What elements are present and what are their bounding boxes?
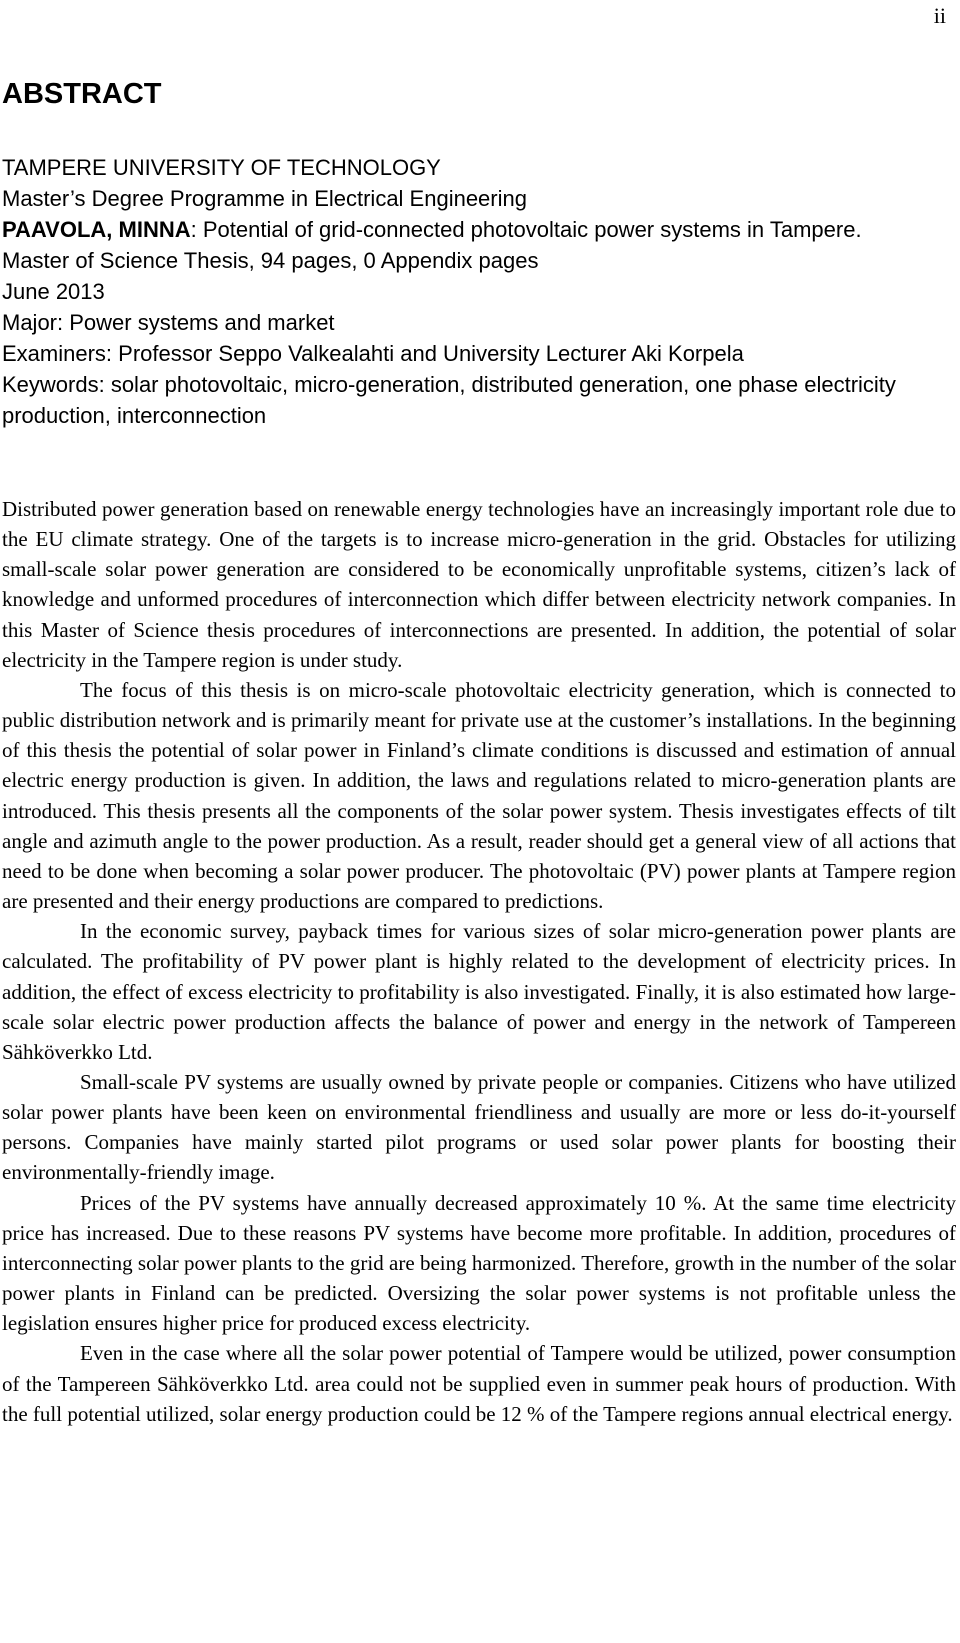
thesis-title: : Potential of grid-connected photovoltaic power systems in Tampere. (190, 217, 862, 242)
page-number: ii (933, 3, 946, 28)
thesis-metadata (2, 152, 952, 431)
thesis-info: Master of Science Thesis, 94 pages, 0 Appendix pages (2, 248, 539, 273)
abstract-heading: ABSTRACT (2, 78, 162, 110)
thesis-keywords: Keywords: solar photovoltaic, micro-generation, distributed generation, one phase electricity production, interconnection (2, 372, 896, 428)
abstract-paragraph-2: The focus of this thesis is on micro-scale photovoltaic electricity generation, which is connected to public distribution network and is primarily meant for private use at the customer’s installations. In the beginning of this thesis the potential of solar power in Finland’s climate conditions is discussed and estimation of annual electric energy production is given. In addition, the laws and regulations related to micro-generation plants are introduced. This thesis presents all the components of the solar power system. Thesis investigates effects of tilt angle and azimuth angle to the power production. As a result, reader should get a general view of all actions that need to be done when becoming a solar power producer. The photovoltaic (PV) power plants at Tampere region are presented and their energy productions are compared to predictions. (2, 677, 956, 914)
abstract-paragraph-3: In the economic survey, payback times for various sizes of solar micro-generation power plants are calculated. The profitability of PV power plant is highly related to the development of electricity prices. In addition, the effect of excess electricity to profitability is also investigated. Finally, it is also estimated how large-scale solar electric power production affects the balance of power and energy in the network of Tampereen Sähköverkko Ltd. (2, 919, 956, 1064)
abstract-paragraph-5: Prices of the PV systems have annually decreased approximately 10 %. At the same time electricity price has increased. Due to these reasons PV systems have become more profitable. In addition, procedures of interconnecting solar power plants to the grid are being harmonized. Therefore, growth in the number of the solar power plants in Finland can be predicted. Oversizing the solar power systems is not profitable unless the legislation ensures higher price for produced excess electricity. (2, 1190, 956, 1336)
thesis-date: June 2013 (2, 279, 105, 304)
abstract-paragraph-4: Small-scale PV systems are usually owned by private people or companies. Citizens who have utilized solar power plants have been keen on environmental friendliness and usually are more or less do-it-yourself persons. Companies have mainly started pilot programs or used solar power plants for boosting their environmentally-friendly image. (2, 1069, 956, 1185)
degree-programme: Master’s Degree Programme in Electrical Engineering (2, 186, 527, 211)
author-name: PAAVOLA, MINNA (2, 217, 191, 242)
abstract-paragraph-1: Distributed power generation based on renewable energy technologies have an increasingly important role due to the EU climate strategy. One of the targets is to increase micro-generation in the grid. Obstacles for utilizing small-scale solar power generation are considered to be economically unprofitable systems, citizen’s lack of knowledge and unformed procedures of interconnection which differ between electricity network companies. In this Master of Science thesis procedures of interconnections are presented. In addition, the potential of solar electricity in the Tampere region is under study. (2, 497, 956, 672)
thesis-examiners: Examiners: Professor Seppo Valkealahti and University Lecturer Aki Korpela (2, 341, 744, 366)
abstract-paragraph-6: Even in the case where all the solar power potential of Tampere would be utilized, power consumption of the Tampereen Sähköverkko Ltd. area could not be supplied even in summer peak hours of production. With the full potential utilized, solar energy production could be 12 % of the Tampere regions annual electrical energy. (2, 1341, 956, 1426)
abstract-body (2, 494, 956, 1429)
university-name: TAMPERE UNIVERSITY OF TECHNOLOGY (2, 155, 441, 180)
thesis-title-line (2, 214, 952, 245)
thesis-major: Major: Power systems and market (2, 310, 335, 335)
